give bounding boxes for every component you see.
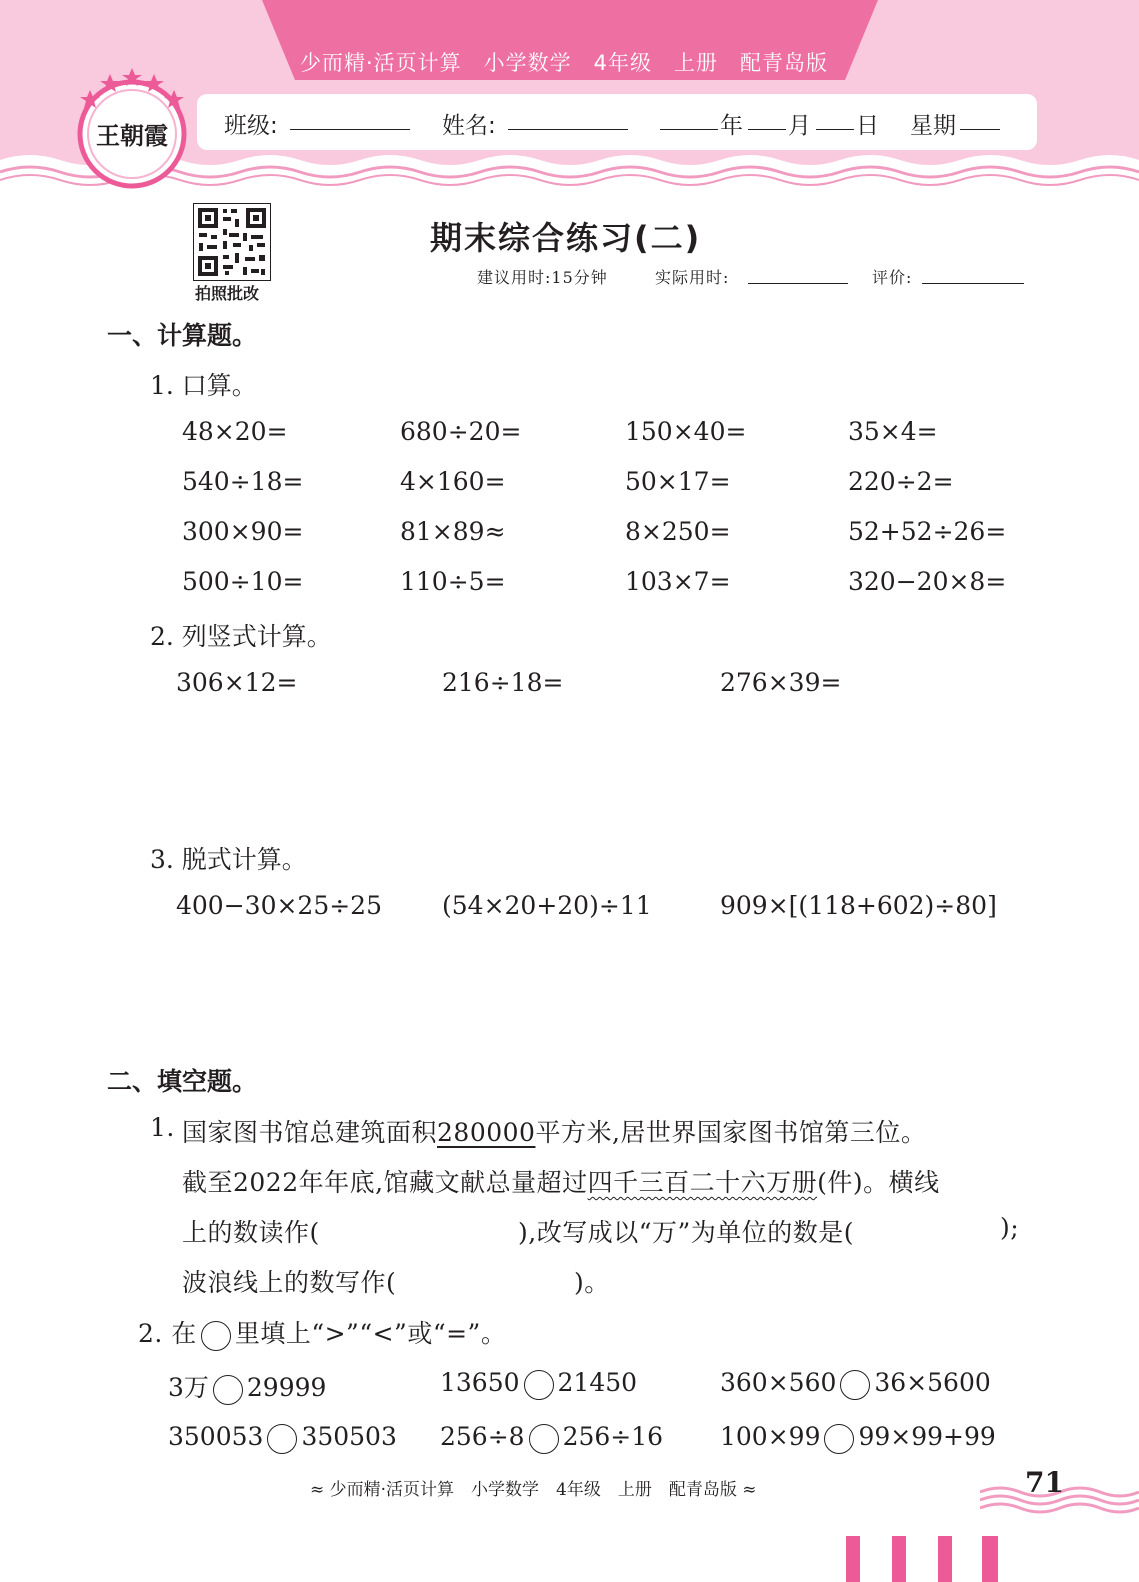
month-label: 月 — [788, 113, 811, 139]
oral-calc-item: 81×89≈ — [400, 517, 506, 546]
fill-q1-line3-middle: ),改写成以“万”为单位的数是( — [518, 1218, 855, 1247]
evaluation-field[interactable] — [922, 265, 1024, 288]
year-field[interactable] — [660, 107, 718, 136]
fill-q1-line4-start: 波浪线上的数写作( — [182, 1268, 397, 1297]
footer-bars — [846, 1536, 1006, 1582]
page-number: 71 — [1025, 1466, 1064, 1499]
compare-left: 3万 — [168, 1373, 209, 1402]
fill-q1-text: (件)。横线 — [817, 1168, 940, 1197]
class-label: 班级: — [224, 113, 278, 139]
step-calc-item: 400−30×25÷25 — [176, 891, 382, 920]
compare-right: 21450 — [557, 1368, 638, 1397]
compare-left: 100×99 — [720, 1422, 821, 1451]
oral-calc-item: 52+52÷26= — [848, 517, 1007, 546]
compare-right: 36×5600 — [874, 1368, 991, 1397]
fill-q1-text: 平方米,居世界国家图书馆第三位。 — [535, 1118, 927, 1147]
day-field[interactable] — [816, 107, 854, 136]
name-field[interactable] — [508, 107, 628, 136]
oral-calc-item: 220÷2= — [848, 467, 954, 496]
step-calc-item: 909×[(118+602)÷80] — [720, 891, 997, 920]
oral-calc-item: 110÷5= — [400, 567, 506, 596]
q2-label: 2. 列竖式计算。 — [150, 622, 332, 651]
oral-calc-item: 8×250= — [625, 517, 731, 546]
oral-calc-item: 320−20×8= — [848, 567, 1007, 596]
compare-item — [440, 1368, 637, 1400]
answer-blank-written[interactable] — [420, 1263, 570, 1293]
month-field[interactable] — [748, 107, 786, 136]
wavy-underlined-number: 四千三百二十六万册 — [587, 1168, 818, 1197]
compare-circle[interactable] — [213, 1375, 243, 1405]
compare-item — [168, 1422, 397, 1454]
fill-q2-text: 2. 在 — [138, 1319, 197, 1348]
compare-left: 13650 — [440, 1368, 520, 1397]
underlined-number: 280000 — [437, 1118, 536, 1147]
compare-right: 29999 — [246, 1373, 327, 1402]
vertical-calc-item: 216÷18= — [442, 668, 564, 697]
step-calc-item: (54×20+20)÷11 — [442, 891, 652, 920]
actual-time-field[interactable] — [748, 265, 848, 288]
suggested-time: 建议用时:15分钟 — [477, 268, 608, 287]
section-2-title: 二、填空题。 — [107, 1067, 258, 1096]
qr-code-icon[interactable] — [193, 203, 271, 281]
vertical-calc-item: 306×12= — [176, 668, 298, 697]
fill-q1-text: 截至2022年年底,馆藏文献总量超过 — [182, 1168, 588, 1197]
weekday-field[interactable] — [960, 107, 1000, 136]
compare-left: 256÷8 — [440, 1422, 525, 1451]
answer-blank-wan[interactable] — [908, 1213, 998, 1243]
oral-calc-item: 35×4= — [848, 417, 938, 446]
oral-calc-item: 540÷18= — [182, 467, 304, 496]
fill-q2-text: 里填上“>”“<”或“=”。 — [234, 1319, 507, 1348]
answer-blank-reading[interactable] — [336, 1213, 516, 1243]
compare-right: 99×99+99 — [858, 1422, 996, 1451]
evaluation-label: 评价: — [872, 268, 913, 287]
compare-item — [720, 1368, 991, 1400]
compare-item — [720, 1422, 996, 1454]
compare-circle[interactable] — [267, 1424, 297, 1454]
brand-logo — [76, 64, 188, 192]
fill-q1-text: 国家图书馆总建筑面积 — [182, 1118, 438, 1147]
compare-left: 350053 — [168, 1422, 264, 1451]
year-label: 年 — [720, 113, 743, 139]
compare-circle[interactable] — [524, 1370, 554, 1400]
compare-circle-example — [201, 1321, 231, 1351]
fill-q1-number: 1. — [150, 1113, 175, 1142]
q1-label: 1. 口算。 — [150, 371, 257, 400]
section-1-title: 一、计算题。 — [107, 321, 258, 350]
compare-circle[interactable] — [824, 1424, 854, 1454]
oral-calc-item: 4×160= — [400, 467, 506, 496]
oral-calc-item: 103×7= — [625, 567, 731, 596]
weekday-label: 星期 — [910, 113, 956, 139]
compare-right: 256÷16 — [562, 1422, 664, 1451]
name-label: 姓名: — [442, 113, 496, 139]
oral-calc-item: 48×20= — [182, 417, 288, 446]
fill-q1-line1 — [182, 1113, 926, 1149]
oral-calc-item: 50×17= — [625, 467, 731, 496]
oral-calc-item: 300×90= — [182, 517, 304, 546]
page-title: 期末综合练习(二) — [430, 219, 702, 257]
fill-q1-line3-end: ); — [1000, 1213, 1020, 1242]
fill-q2-label — [138, 1314, 506, 1351]
oral-calc-item: 150×40= — [625, 417, 747, 446]
vertical-calc-item: 276×39= — [720, 668, 842, 697]
compare-circle[interactable] — [529, 1424, 559, 1454]
compare-item — [440, 1422, 663, 1454]
day-label: 日 — [856, 113, 879, 139]
compare-left: 360×560 — [720, 1368, 837, 1397]
qr-caption: 拍照批改 — [195, 284, 260, 303]
compare-right: 350503 — [301, 1422, 397, 1451]
oral-calc-item: 500÷10= — [182, 567, 304, 596]
actual-time-label: 实际用时: — [655, 268, 730, 287]
logo-text: 王朝霞 — [96, 121, 168, 150]
oral-calc-item: 680÷20= — [400, 417, 522, 446]
fill-q1-line2 — [182, 1163, 940, 1199]
compare-item — [168, 1368, 326, 1405]
compare-circle[interactable] — [840, 1370, 870, 1400]
series-banner: 少而精·活页计算 小学数学 4年级 上册 配青岛版 — [300, 51, 829, 75]
fill-q1-line3-start: 上的数读作( — [182, 1218, 320, 1247]
fill-q1-line4-end: )。 — [574, 1268, 610, 1297]
footer-series: ≈ 少而精·活页计算 小学数学 4年级 上册 配青岛版 ≈ — [310, 1480, 757, 1500]
class-field[interactable] — [290, 107, 410, 136]
q3-label: 3. 脱式计算。 — [150, 845, 307, 874]
